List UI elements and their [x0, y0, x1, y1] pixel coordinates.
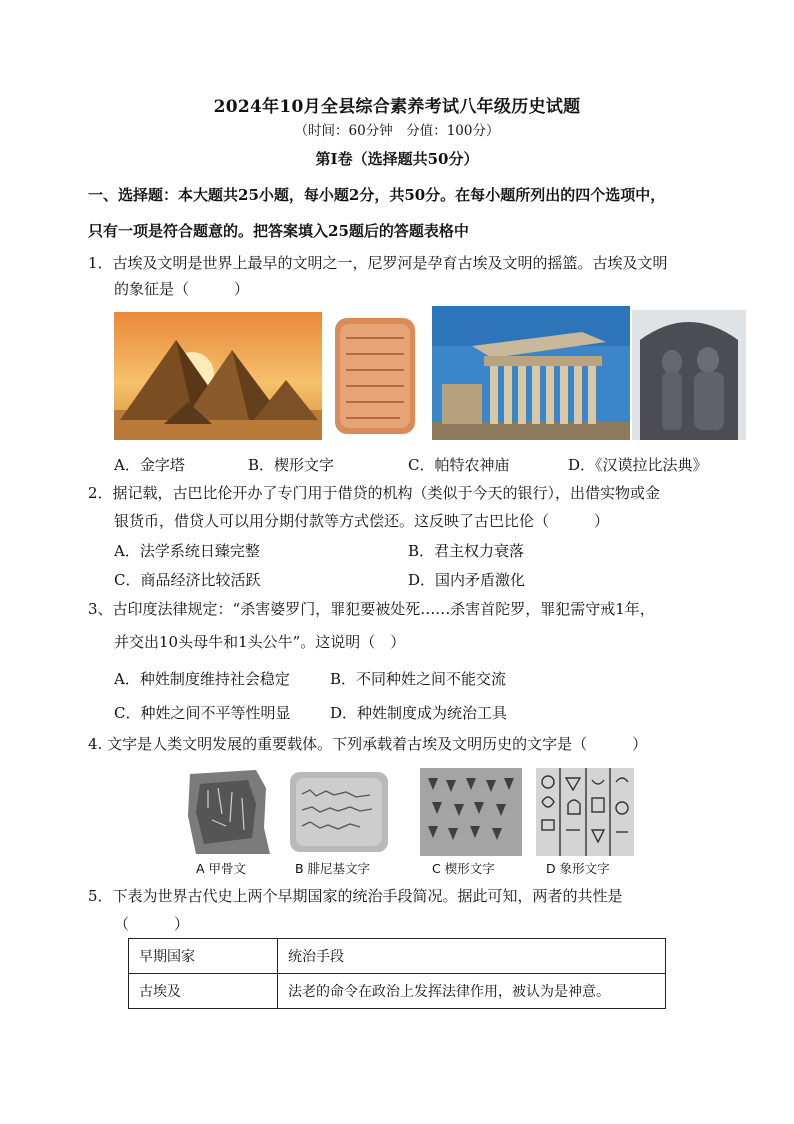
q2-stem-line-1: 2．据记载，古巴比伦开办了专门用于借贷的机构（类似于今天的银行），出借实物或金 [88, 484, 661, 502]
instructions-line-1: 一、选择题：本大题共25小题，每小题2分，共50分。在每小题所列出的四个选项中， [88, 186, 666, 204]
q4-caption-d[interactable]: D 象形文字 [546, 861, 610, 876]
volume-heading: 第Ⅰ卷（选择题共50分） [315, 150, 479, 168]
cuneiform-script-image [420, 768, 522, 856]
q1-option-d[interactable]: D．《汉谟拉比法典》 [568, 456, 708, 474]
q1-stem-line-1: 1．古埃及文明是世界上最早的文明之一，尼罗河是孕育古埃及文明的摇篮。古埃及文明 [88, 254, 668, 272]
table-header-state: 早期国家 [129, 939, 278, 974]
table-cell-means: 法老的命令在政治上发挥法律作用，被认为是神意。 [278, 974, 666, 1009]
phoenician-script-image [288, 768, 390, 856]
q5-table [128, 938, 666, 1009]
q3-option-d[interactable]: D．种姓制度成为统治工具 [330, 704, 508, 722]
q2-option-c[interactable]: C．商品经济比较活跃 [114, 571, 261, 589]
table-row [129, 974, 666, 1009]
hieroglyph-script-image [536, 768, 634, 856]
instructions-line-2: 只有一项是符合题意的。把答案填入25题后的答题表格中 [88, 222, 469, 240]
q3-option-a[interactable]: A．种姓制度维持社会稳定 [114, 670, 290, 688]
q5-stem-line-2: （ ） [114, 915, 190, 933]
table-cell-state: 古埃及 [129, 974, 278, 1009]
q5-stem-line-1: 5．下表为世界古代史上两个早期国家的统治手段简况。据此可知，两者的共性是 [88, 887, 623, 905]
q1-option-b[interactable]: B．楔形文字 [248, 456, 335, 474]
table-header-means: 统治手段 [278, 939, 666, 974]
q3-stem-line-2: 并交出10头母牛和1头公牛”。这说明（ ） [114, 633, 406, 651]
q1-option-c[interactable]: C．帕特农神庙 [408, 456, 510, 474]
pyramid-image [114, 312, 322, 440]
exam-title: 2024年10月全县综合素养考试八年级历史试题 [213, 97, 581, 117]
q2-option-b[interactable]: B．君主权力衰落 [408, 542, 525, 560]
table-row [129, 939, 666, 974]
parthenon-image [432, 306, 630, 440]
code-of-hammurabi-stele-image [632, 310, 746, 440]
q1-stem-line-2: 的象征是（ ） [114, 280, 250, 298]
q4-caption-c[interactable]: C 楔形文字 [432, 861, 495, 876]
q4-stem: 4. 文字是人类文明发展的重要载体。下列承载着古埃及文明历史的文字是（ ） [88, 735, 648, 753]
q2-option-a[interactable]: A．法学系统日臻完整 [114, 542, 260, 560]
q2-option-d[interactable]: D．国内矛盾激化 [408, 571, 526, 589]
exam-subtitle: （时间：60分钟 分值：100分） [294, 123, 500, 139]
q4-caption-b[interactable]: B 腓尼基文字 [295, 861, 371, 876]
q1-option-a[interactable]: A．金字塔 [114, 456, 185, 474]
q4-caption-a[interactable]: A 甲骨文 [196, 861, 247, 876]
q2-stem-line-2: 银货币，借贷人可以用分期付款等方式偿还。这反映了古巴比伦（ ） [114, 512, 610, 530]
q3-option-b[interactable]: B．不同种姓之间不能交流 [330, 670, 507, 688]
oracle-bone-script-image [186, 768, 274, 856]
q3-stem-line-1: 3、古印度法律规定：“杀害婆罗门，罪犯要被处死……杀害首陀罗，罪犯需守戒1年， [88, 600, 655, 618]
cuneiform-tablet-image [330, 312, 420, 440]
q3-option-c[interactable]: C．种姓之间不平等性明显 [114, 704, 291, 722]
